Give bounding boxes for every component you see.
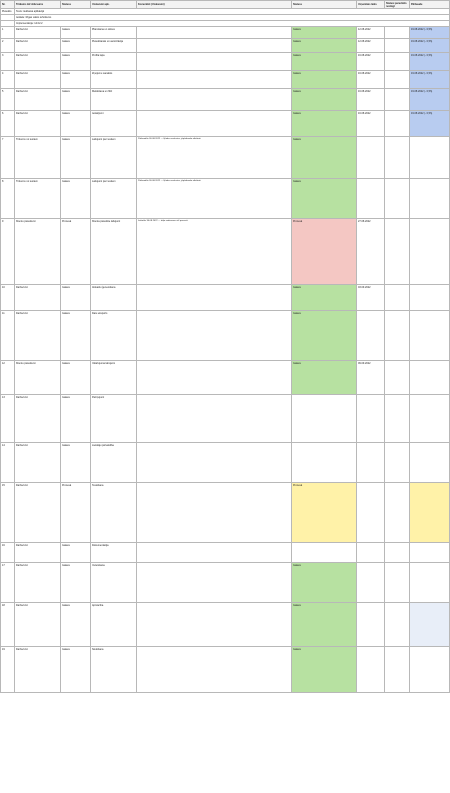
comment-cell[interactable]: [137, 361, 292, 395]
table-row[interactable]: [1, 395, 450, 443]
row-number[interactable]: 12: [1, 361, 15, 395]
status-cell[interactable]: Gatavs: [61, 311, 91, 361]
status-cell[interactable]: Gatavs: [61, 443, 91, 483]
row-number[interactable]: 19: [1, 647, 15, 693]
state-cell[interactable]: Gatavs: [292, 179, 357, 219]
meta-value[interactable]: Iestāde: Rīgas valsts tehnikums: [15, 15, 450, 21]
comment-cell[interactable]: Pārbaudīts 30.08.2022 — kļūdas novērstas, jāpārbauda atkārtoti.: [137, 137, 292, 179]
state-cell[interactable]: Gatavs: [292, 71, 357, 89]
task-cell[interactable]: Ziņojumu saraksts: [91, 71, 137, 89]
task-cell[interactable]: Meklēšana un filtri: [91, 89, 137, 111]
planned-cell[interactable]: [385, 89, 410, 111]
planned-cell[interactable]: [385, 543, 410, 563]
table-row[interactable]: [1, 483, 450, 543]
meta-label[interactable]: Pieteikts: [1, 9, 15, 15]
kind-cell[interactable]: Darbs/uzd.: [15, 543, 61, 563]
header-row: [1, 1, 450, 9]
task-cell[interactable]: Lietotāju pārvaldība: [91, 443, 137, 483]
task-cell[interactable]: Testēšana: [91, 483, 137, 543]
kind-cell[interactable]: Darbs/uzd.: [15, 285, 61, 311]
planned-cell[interactable]: [385, 111, 410, 137]
table-row[interactable]: [1, 543, 450, 563]
date-cell[interactable]: [357, 179, 385, 219]
table-row[interactable]: [1, 361, 450, 395]
check-cell[interactable]: [410, 563, 450, 603]
comment-cell[interactable]: [137, 603, 292, 647]
planned-cell[interactable]: [385, 71, 410, 89]
kind-cell[interactable]: Darbs/uzd.: [15, 395, 61, 443]
meta-value[interactable]: Implementācija: 14.02.2: [15, 21, 450, 27]
status-cell[interactable]: Gatavs: [61, 27, 91, 39]
row-number[interactable]: 6: [1, 111, 15, 137]
date-cell[interactable]: [357, 647, 385, 693]
row-number[interactable]: 7: [1, 137, 15, 179]
row-number[interactable]: 1: [1, 27, 15, 39]
comment-cell[interactable]: [137, 111, 292, 137]
planned-cell[interactable]: [385, 361, 410, 395]
status-cell[interactable]: Procesā: [61, 483, 91, 543]
check-cell[interactable]: [410, 483, 450, 543]
kind-cell[interactable]: Trūkums no testiem: [15, 179, 61, 219]
task-cell[interactable]: Klienta pieteiktie labojumi: [91, 219, 137, 285]
date-cell[interactable]: 16.08.2022: [357, 89, 385, 111]
comment-cell[interactable]: Pārbaudīts 30.08.2022 — kļūdas novērstas, jāpārbauda atkārtoti.: [137, 179, 292, 219]
column-header[interactable]: Pārbaude: [410, 1, 450, 9]
task-cell[interactable]: Nodošana: [91, 647, 137, 693]
status-cell[interactable]: Gatavs: [61, 111, 91, 137]
comment-cell[interactable]: [137, 543, 292, 563]
column-header[interactable]: Statuss: [61, 1, 91, 9]
table-row[interactable]: [1, 179, 450, 219]
status-cell[interactable]: Gatavs: [61, 285, 91, 311]
row-number[interactable]: 17: [1, 563, 15, 603]
check-cell[interactable]: [410, 219, 450, 285]
kind-cell[interactable]: Klientu pieteikumi: [15, 361, 61, 395]
state-cell[interactable]: Gatavs: [292, 89, 357, 111]
planned-cell[interactable]: [385, 27, 410, 39]
row-number[interactable]: 13: [1, 395, 15, 443]
row-number[interactable]: 8: [1, 179, 15, 219]
check-cell[interactable]: [410, 361, 450, 395]
table-row[interactable]: [1, 603, 450, 647]
state-cell[interactable]: Gatavs: [292, 27, 357, 39]
comment-cell[interactable]: [137, 285, 292, 311]
row-number[interactable]: 16: [1, 543, 15, 563]
state-cell[interactable]: Gatavs: [292, 285, 357, 311]
date-cell[interactable]: [357, 563, 385, 603]
date-cell[interactable]: 16.08.2022: [357, 53, 385, 71]
column-header[interactable]: Trūkums kā Uzdevums: [15, 1, 61, 9]
planned-cell[interactable]: [385, 285, 410, 311]
kind-cell[interactable]: Darbs/uzd.: [15, 483, 61, 543]
task-cell[interactable]: Dokumentācija: [91, 543, 137, 563]
kind-cell[interactable]: Darbs/uzd.: [15, 39, 61, 53]
planned-cell[interactable]: [385, 483, 410, 543]
comment-cell[interactable]: [137, 443, 292, 483]
table-row[interactable]: [1, 563, 450, 603]
comment-cell[interactable]: [137, 89, 292, 111]
task-cell[interactable]: Izvietošana: [91, 563, 137, 603]
table-row[interactable]: [1, 53, 450, 71]
date-cell[interactable]: 12.08.2022: [357, 27, 385, 39]
column-header[interactable]: Uzdevumi apk.: [91, 1, 137, 9]
state-cell[interactable]: [292, 443, 357, 483]
check-cell[interactable]: 19.08.2022 (- 0,5h): [410, 53, 450, 71]
check-cell[interactable]: 19.08.2022 (- 0,5h): [410, 111, 450, 137]
table-row[interactable]: [1, 285, 450, 311]
planned-cell[interactable]: [385, 395, 410, 443]
row-number[interactable]: 9: [1, 219, 15, 285]
comment-cell[interactable]: Izskatīts 30.08.2022 — daļa uzdevumu vēl procesā.: [137, 219, 292, 285]
date-cell[interactable]: [357, 311, 385, 361]
check-cell[interactable]: [410, 443, 450, 483]
column-header[interactable]: Nr.: [1, 1, 15, 9]
planned-cell[interactable]: [385, 137, 410, 179]
table-row[interactable]: [1, 111, 450, 137]
status-cell[interactable]: Gatavs: [61, 71, 91, 89]
row-number[interactable]: 14: [1, 443, 15, 483]
state-cell[interactable]: Gatavs: [292, 361, 357, 395]
status-cell[interactable]: Gatavs: [61, 603, 91, 647]
row-number[interactable]: 15: [1, 483, 15, 543]
status-cell[interactable]: Gatavs: [61, 53, 91, 71]
check-cell[interactable]: [410, 179, 450, 219]
state-cell[interactable]: Gatavs: [292, 603, 357, 647]
status-cell[interactable]: Procesā: [61, 219, 91, 285]
state-cell[interactable]: Procesā: [292, 483, 357, 543]
date-cell[interactable]: 09.09.2022: [357, 361, 385, 395]
task-cell[interactable]: Plānošana un skices: [91, 27, 137, 39]
table-row[interactable]: [1, 89, 450, 111]
date-cell[interactable]: 03.09.2022: [357, 285, 385, 311]
row-number[interactable]: 4: [1, 71, 15, 89]
check-cell[interactable]: 19.08.2022 (- 0,5h): [410, 27, 450, 39]
comment-cell[interactable]: [137, 483, 292, 543]
task-cell[interactable]: Labojumi pēc testiem: [91, 137, 137, 179]
kind-cell[interactable]: Darbs/uzd.: [15, 443, 61, 483]
table-row[interactable]: [1, 27, 450, 39]
task-cell[interactable]: Apmācība: [91, 603, 137, 647]
planned-cell[interactable]: [385, 563, 410, 603]
status-cell[interactable]: Gatavs: [61, 89, 91, 111]
state-cell[interactable]: Gatavs: [292, 39, 357, 53]
comment-cell[interactable]: [137, 27, 292, 39]
state-cell[interactable]: [292, 395, 357, 443]
planned-cell[interactable]: [385, 443, 410, 483]
column-header[interactable]: Uzņemtais laiks: [357, 1, 385, 9]
date-cell[interactable]: 27.08.2022: [357, 219, 385, 285]
check-cell[interactable]: [410, 543, 450, 563]
state-cell[interactable]: [292, 543, 357, 563]
kind-cell[interactable]: Darbs/uzd.: [15, 647, 61, 693]
status-cell[interactable]: Gatavs: [61, 39, 91, 53]
comment-cell[interactable]: [137, 647, 292, 693]
state-cell[interactable]: Gatavs: [292, 137, 357, 179]
date-cell[interactable]: [357, 395, 385, 443]
check-cell[interactable]: [410, 311, 450, 361]
planned-cell[interactable]: [385, 603, 410, 647]
row-number[interactable]: 10: [1, 285, 15, 311]
task-cell[interactable]: Datu eksports: [91, 311, 137, 361]
state-cell[interactable]: Procesā: [292, 219, 357, 285]
row-number[interactable]: 5: [1, 89, 15, 111]
date-cell[interactable]: [357, 443, 385, 483]
task-cell[interactable]: Labojumi pēc testiem: [91, 179, 137, 219]
date-cell[interactable]: [357, 137, 385, 179]
column-header[interactable]: Komentāri (Uzdevumi): [137, 1, 292, 9]
date-cell[interactable]: [357, 483, 385, 543]
comment-cell[interactable]: [137, 563, 292, 603]
status-cell[interactable]: Gatavs: [61, 543, 91, 563]
kind-cell[interactable]: Darbs/uzd.: [15, 311, 61, 361]
kind-cell[interactable]: Darbs/uzd.: [15, 53, 61, 71]
planned-cell[interactable]: [385, 39, 410, 53]
column-header[interactable]: Statusi paredzēts noslēgt: [385, 1, 410, 9]
planned-cell[interactable]: [385, 219, 410, 285]
kind-cell[interactable]: Darbs/uzd.: [15, 563, 61, 603]
row-number[interactable]: 2: [1, 39, 15, 53]
state-cell[interactable]: Gatavs: [292, 111, 357, 137]
task-cell[interactable]: Atskaišu ģenerēšana: [91, 285, 137, 311]
date-cell[interactable]: 16.08.2022: [357, 71, 385, 89]
table-row[interactable]: [1, 137, 450, 179]
kind-cell[interactable]: Darbs/uzd.: [15, 111, 61, 137]
table-row[interactable]: [1, 39, 450, 53]
kind-cell[interactable]: Darbs/uzd.: [15, 89, 61, 111]
kind-cell[interactable]: Trūkums no testiem: [15, 137, 61, 179]
status-cell[interactable]: Gatavs: [61, 179, 91, 219]
status-cell[interactable]: Gatavs: [61, 647, 91, 693]
check-cell[interactable]: [410, 647, 450, 693]
check-cell[interactable]: [410, 285, 450, 311]
state-cell[interactable]: Gatavs: [292, 647, 357, 693]
kind-cell[interactable]: Darbs/uzd.: [15, 603, 61, 647]
kind-cell[interactable]: Darbs/uzd.: [15, 71, 61, 89]
date-cell[interactable]: 12.08.2022: [357, 39, 385, 53]
planned-cell[interactable]: [385, 647, 410, 693]
task-cell[interactable]: Pieteikšanās un autorizācija: [91, 39, 137, 53]
comment-cell[interactable]: [137, 39, 292, 53]
task-cell[interactable]: Profila lapa: [91, 53, 137, 71]
planned-cell[interactable]: [385, 179, 410, 219]
comment-cell[interactable]: [137, 53, 292, 71]
date-cell[interactable]: [357, 603, 385, 647]
column-header[interactable]: Statuss: [292, 1, 357, 9]
row-number[interactable]: 18: [1, 603, 15, 647]
check-cell[interactable]: 19.08.2022 (- 0,5h): [410, 71, 450, 89]
status-cell[interactable]: Gatavs: [61, 395, 91, 443]
kind-cell[interactable]: Klientu pieteikumi: [15, 219, 61, 285]
check-cell[interactable]: 19.08.2022 (- 0,5h): [410, 39, 450, 53]
date-cell[interactable]: [357, 543, 385, 563]
task-cell[interactable]: Paziņojumi: [91, 395, 137, 443]
state-cell[interactable]: Gatavs: [292, 563, 357, 603]
check-cell[interactable]: 19.08.2022 (- 0,5h): [410, 89, 450, 111]
check-cell[interactable]: [410, 137, 450, 179]
table-row[interactable]: [1, 311, 450, 361]
row-number[interactable]: 11: [1, 311, 15, 361]
status-cell[interactable]: Gatavs: [61, 361, 91, 395]
date-cell[interactable]: 16.08.2022: [357, 111, 385, 137]
comment-cell[interactable]: [137, 311, 292, 361]
table-row[interactable]: [1, 443, 450, 483]
planned-cell[interactable]: [385, 53, 410, 71]
task-cell[interactable]: Izkārtojuma labojumi: [91, 361, 137, 395]
table-row[interactable]: [1, 219, 450, 285]
status-cell[interactable]: Gatavs: [61, 563, 91, 603]
state-cell[interactable]: Gatavs: [292, 311, 357, 361]
task-cell[interactable]: Iestatījumi: [91, 111, 137, 137]
comment-cell[interactable]: [137, 71, 292, 89]
table-row[interactable]: [1, 71, 450, 89]
comment-cell[interactable]: [137, 395, 292, 443]
status-cell[interactable]: Gatavs: [61, 137, 91, 179]
row-number[interactable]: 3: [1, 53, 15, 71]
planned-cell[interactable]: [385, 311, 410, 361]
table-row[interactable]: [1, 647, 450, 693]
kind-cell[interactable]: Darbs/uzd.: [15, 27, 61, 39]
check-cell[interactable]: [410, 395, 450, 443]
meta-value[interactable]: Tests: tiekšanai aplikācijā: [15, 9, 450, 15]
state-cell[interactable]: Gatavs: [292, 53, 357, 71]
check-cell[interactable]: [410, 603, 450, 647]
